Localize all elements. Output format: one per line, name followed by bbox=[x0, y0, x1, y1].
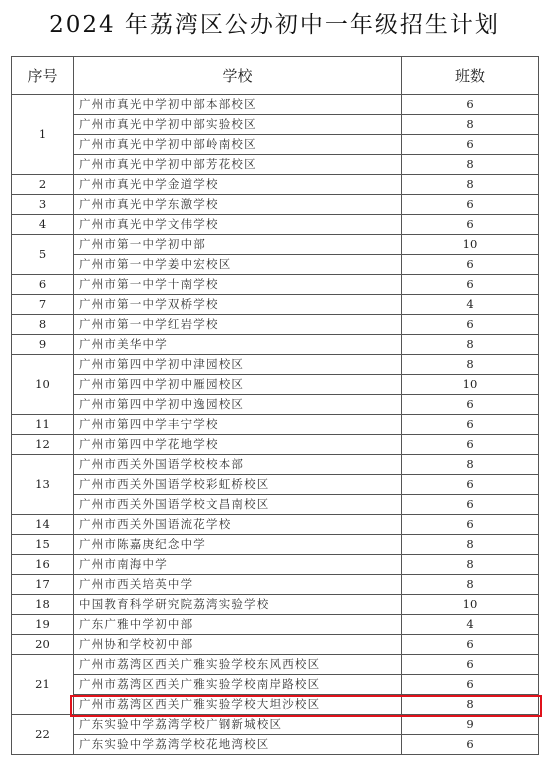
table-row bbox=[12, 515, 539, 535]
school-cell: 广州市西关外国语学校文昌南校区 bbox=[74, 495, 402, 515]
school-cell: 广州市真光中学东激学校 bbox=[74, 195, 402, 215]
table-row bbox=[12, 95, 539, 115]
school-cell: 广州市西关培英中学 bbox=[74, 575, 402, 595]
classes-cell: 10 bbox=[402, 375, 539, 395]
classes-cell: 6 bbox=[402, 215, 539, 235]
table-row bbox=[12, 255, 539, 275]
classes-cell: 6 bbox=[402, 255, 539, 275]
seq-cell: 10 bbox=[12, 355, 74, 415]
classes-cell: 8 bbox=[402, 175, 539, 195]
table-row bbox=[12, 335, 539, 355]
classes-cell: 6 bbox=[402, 655, 539, 675]
seq-cell: 22 bbox=[12, 715, 74, 755]
classes-cell: 10 bbox=[402, 235, 539, 255]
classes-cell: 6 bbox=[402, 735, 539, 755]
classes-cell: 8 bbox=[402, 575, 539, 595]
seq-cell: 6 bbox=[12, 275, 74, 295]
seq-cell: 2 bbox=[12, 175, 74, 195]
seq-cell: 4 bbox=[12, 215, 74, 235]
school-cell: 广州市美华中学 bbox=[74, 335, 402, 355]
school-cell: 广州市第四中学初中津园校区 bbox=[74, 355, 402, 375]
table-row bbox=[12, 135, 539, 155]
seq-cell: 3 bbox=[12, 195, 74, 215]
seq-cell: 20 bbox=[12, 635, 74, 655]
seq-cell: 8 bbox=[12, 315, 74, 335]
school-cell: 广州市西关外国语流花学校 bbox=[74, 515, 402, 535]
school-cell: 广州市第四中学初中逸园校区 bbox=[74, 395, 402, 415]
table-row bbox=[12, 535, 539, 555]
school-cell: 广州协和学校初中部 bbox=[74, 635, 402, 655]
classes-cell: 6 bbox=[402, 495, 539, 515]
classes-cell: 6 bbox=[402, 315, 539, 335]
school-cell: 广州市真光中学初中部芳花校区 bbox=[74, 155, 402, 175]
classes-cell: 4 bbox=[402, 615, 539, 635]
table-row bbox=[12, 115, 539, 135]
school-cell: 广东实验中学荔湾学校花地湾校区 bbox=[74, 735, 402, 755]
table-row bbox=[12, 655, 539, 675]
seq-cell: 12 bbox=[12, 435, 74, 455]
classes-cell: 6 bbox=[402, 675, 539, 695]
classes-cell: 4 bbox=[402, 295, 539, 315]
header-classes: 班数 bbox=[402, 57, 539, 95]
school-cell: 广州市陈嘉庚纪念中学 bbox=[74, 535, 402, 555]
table-row bbox=[12, 155, 539, 175]
classes-cell: 8 bbox=[402, 115, 539, 135]
classes-cell: 6 bbox=[402, 415, 539, 435]
classes-cell: 6 bbox=[402, 435, 539, 455]
table-row bbox=[12, 555, 539, 575]
classes-cell: 6 bbox=[402, 515, 539, 535]
classes-cell: 6 bbox=[402, 395, 539, 415]
classes-cell: 6 bbox=[402, 275, 539, 295]
seq-cell: 9 bbox=[12, 335, 74, 355]
table-row bbox=[12, 695, 539, 715]
table-row bbox=[12, 495, 539, 515]
classes-cell: 8 bbox=[402, 155, 539, 175]
table-row bbox=[12, 735, 539, 755]
school-cell: 广州市第一中学姜中宏校区 bbox=[74, 255, 402, 275]
seq-cell: 19 bbox=[12, 615, 74, 635]
table-row bbox=[12, 315, 539, 335]
header-school: 学校 bbox=[74, 57, 402, 95]
school-cell: 广州市西关外国语学校校本部 bbox=[74, 455, 402, 475]
classes-cell: 8 bbox=[402, 555, 539, 575]
seq-cell: 7 bbox=[12, 295, 74, 315]
school-cell: 广州市第一中学双桥学校 bbox=[74, 295, 402, 315]
school-cell: 广州市第一中学红岩学校 bbox=[74, 315, 402, 335]
school-cell: 广州市第四中学花地学校 bbox=[74, 435, 402, 455]
school-cell: 中国教育科学研究院荔湾实验学校 bbox=[74, 595, 402, 615]
classes-cell: 6 bbox=[402, 135, 539, 155]
school-cell: 广东广雅中学初中部 bbox=[74, 615, 402, 635]
table-row bbox=[12, 575, 539, 595]
classes-cell: 6 bbox=[402, 95, 539, 115]
school-cell: 广州市第一中学初中部 bbox=[74, 235, 402, 255]
table-header-row bbox=[12, 57, 539, 95]
school-cell: 广州市真光中学金道学校 bbox=[74, 175, 402, 195]
seq-cell: 15 bbox=[12, 535, 74, 555]
table-row bbox=[12, 635, 539, 655]
classes-cell: 6 bbox=[402, 475, 539, 495]
table-row bbox=[12, 355, 539, 375]
seq-cell: 5 bbox=[12, 235, 74, 275]
table-row bbox=[12, 175, 539, 195]
table-row bbox=[12, 215, 539, 235]
table-row bbox=[12, 275, 539, 295]
seq-cell: 11 bbox=[12, 415, 74, 435]
classes-cell: 10 bbox=[402, 595, 539, 615]
table-row bbox=[12, 475, 539, 495]
school-cell: 广州市真光中学初中部本部校区 bbox=[74, 95, 402, 115]
school-cell: 广州市第一中学十南学校 bbox=[74, 275, 402, 295]
classes-cell: 8 bbox=[402, 695, 539, 715]
table-row bbox=[12, 195, 539, 215]
seq-cell: 1 bbox=[12, 95, 74, 175]
school-cell: 广州市西关外国语学校彩虹桥校区 bbox=[74, 475, 402, 495]
school-cell: 广东实验中学荔湾学校广钢新城校区 bbox=[74, 715, 402, 735]
school-cell: 广州市第四中学初中雁园校区 bbox=[74, 375, 402, 395]
table-row bbox=[12, 395, 539, 415]
table-row bbox=[12, 715, 539, 735]
school-cell: 广州市南海中学 bbox=[74, 555, 402, 575]
table-row bbox=[12, 295, 539, 315]
school-cell: 广州市真光中学文伟学校 bbox=[74, 215, 402, 235]
table-row bbox=[12, 675, 539, 695]
school-cell: 广州市荔湾区西关广雅实验学校大坦沙校区 bbox=[74, 695, 402, 715]
classes-cell: 6 bbox=[402, 195, 539, 215]
table-row bbox=[12, 435, 539, 455]
classes-cell: 8 bbox=[402, 455, 539, 475]
seq-cell: 17 bbox=[12, 575, 74, 595]
classes-cell: 6 bbox=[402, 635, 539, 655]
classes-cell: 8 bbox=[402, 355, 539, 375]
table-row bbox=[12, 595, 539, 615]
school-cell: 广州市荔湾区西关广雅实验学校南岸路校区 bbox=[74, 675, 402, 695]
school-cell: 广州市荔湾区西关广雅实验学校东风西校区 bbox=[74, 655, 402, 675]
school-cell: 广州市真光中学初中部岭南校区 bbox=[74, 135, 402, 155]
classes-cell: 8 bbox=[402, 335, 539, 355]
seq-cell: 18 bbox=[12, 595, 74, 615]
header-seq: 序号 bbox=[12, 57, 74, 95]
school-cell: 广州市第四中学丰宁学校 bbox=[74, 415, 402, 435]
table-row bbox=[12, 615, 539, 635]
school-cell: 广州市真光中学初中部实验校区 bbox=[74, 115, 402, 135]
seq-cell: 14 bbox=[12, 515, 74, 535]
page-title: 2024 年荔湾区公办初中一年级招生计划 bbox=[49, 12, 500, 38]
classes-cell: 9 bbox=[402, 715, 539, 735]
table-row bbox=[12, 455, 539, 475]
table-row bbox=[12, 415, 539, 435]
seq-cell: 13 bbox=[12, 455, 74, 515]
seq-cell: 21 bbox=[12, 655, 74, 715]
classes-cell: 8 bbox=[402, 535, 539, 555]
enrollment-table bbox=[11, 56, 539, 755]
table-body bbox=[12, 95, 539, 755]
table-row bbox=[12, 375, 539, 395]
seq-cell: 16 bbox=[12, 555, 74, 575]
table-row bbox=[12, 235, 539, 255]
